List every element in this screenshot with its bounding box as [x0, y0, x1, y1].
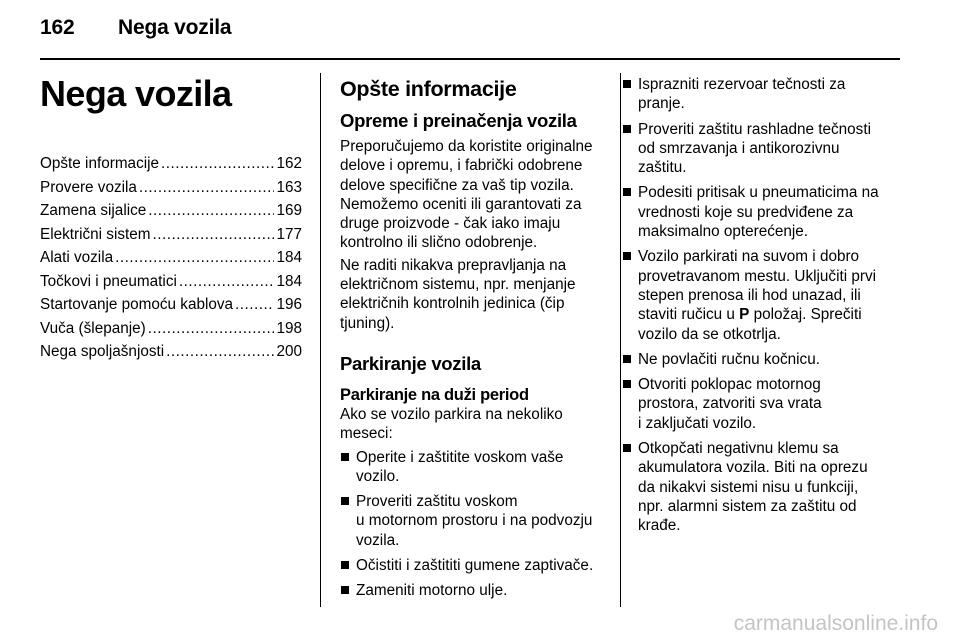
- bullet-item: [622, 120, 900, 178]
- toc-entry-page: 184: [276, 272, 302, 290]
- toc-entry: [40, 223, 302, 247]
- chapter-title: Nega vozila: [40, 73, 232, 114]
- toc-entry-label: Električni sistem: [40, 225, 151, 243]
- bullet-line: Otkopčati negativnu klemu sa: [638, 440, 839, 458]
- header-rule: [40, 58, 900, 60]
- bullet-line: zaštitu.: [638, 159, 687, 177]
- bullet-item: [340, 556, 602, 575]
- bullet-line: u motornom prostoru i na podvozju: [356, 512, 593, 530]
- bullet-item: [340, 581, 602, 600]
- bullet-line: pranje.: [638, 95, 685, 113]
- bullet-item: [622, 439, 900, 535]
- toc-entry-page: 177: [276, 225, 302, 243]
- bullet-item: [340, 492, 602, 550]
- column-divider-2: [620, 73, 621, 607]
- text-line: električnih kontrolnih jedinica (čip: [340, 295, 565, 313]
- bullet-line: prostora, zatvoriti sva vrata: [638, 395, 822, 413]
- header-section-title: Nega vozila: [118, 16, 232, 39]
- bullet-line: krađe.: [638, 517, 681, 535]
- toc-entry-page: 198: [276, 319, 302, 337]
- toc-entry-page: 200: [276, 343, 302, 360]
- bullet-item: [622, 183, 900, 241]
- section-heading-parking: Parkiranje vozila: [340, 352, 481, 374]
- bullet-line: Očistiti i zaštititi gumene zaptivače.: [356, 557, 594, 575]
- toc-entry-label: Nega spoljašnjosti: [40, 343, 165, 360]
- toc-leader-dots: [148, 199, 274, 223]
- text-line: Preporučujemo da koristite originalne: [340, 138, 593, 155]
- bullet-line: od smrzavanja i antikorozivnu: [638, 139, 840, 157]
- bullet-line: akumulatora vozila. Biti na oprezu: [638, 459, 868, 477]
- subheading-long-term-parking: Parkiranje na duži period: [340, 385, 529, 404]
- bullet-list-parking-steps: [340, 448, 602, 601]
- bullet-line: vozilo da se otkotrlja.: [638, 325, 781, 343]
- toc-entry: [40, 270, 302, 294]
- bullet-line: da nikakvi sistemi nisu u funkciji,: [638, 478, 859, 496]
- toc-entry: [40, 152, 302, 176]
- bullet-line: i zaključati vozilo.: [638, 414, 757, 432]
- toc-entry: [40, 317, 302, 341]
- toc-entry: [40, 246, 302, 270]
- text-line: delove specifične za vaš tip vozila.: [340, 176, 574, 194]
- text-line: tjuning).: [340, 314, 395, 332]
- toc-entry: [40, 199, 302, 223]
- bullet-line: Isprazniti rezervoar tečnosti za: [638, 76, 846, 93]
- toc-entry: [40, 340, 302, 364]
- subheading-equipment-modifications: Opreme i preinačenja vozila: [340, 110, 577, 131]
- toc-entry-label: Točkovi i pneumatici: [40, 272, 177, 290]
- toc-leader-dots: [153, 223, 275, 247]
- text-line: električnom sistemu, npr. menjanje: [340, 276, 576, 294]
- toc-entry-page: 163: [276, 178, 302, 196]
- toc-entry-label: Zamena sijalice: [40, 202, 147, 219]
- bullet-line: provetravanom mestu. Uključiti prvi: [638, 267, 877, 285]
- bullet-line: Ne povlačiti ručnu kočnicu.: [638, 350, 820, 368]
- toc-entry: [40, 293, 302, 317]
- bullet-item: [622, 375, 900, 433]
- bullet-line: Vozilo parkirati na suvom i dobro: [638, 248, 860, 266]
- toc-leader-dots: [235, 293, 274, 317]
- bullet-line-part: staviti ručicu u: [638, 306, 740, 324]
- toc-entry-label: Startovanje pomoću kablova: [40, 296, 234, 313]
- text-line: Ne raditi nikakva prepravljanja na: [340, 256, 567, 274]
- paragraph-parking-intro: [340, 405, 602, 444]
- watermark: carmanualsonline.info: [733, 612, 938, 635]
- toc-entry-page: 196: [276, 296, 302, 313]
- toc-entry: [40, 176, 302, 200]
- text-line: kontrolno ili slično odobrenje.: [340, 234, 538, 252]
- text-line: meseci:: [340, 425, 393, 443]
- column-divider-1: [320, 73, 321, 607]
- toc-leader-dots: [115, 246, 274, 270]
- toc-entry-label: Provere vozila: [40, 178, 137, 196]
- bullet-line: Proveriti zaštitu voskom: [356, 493, 518, 511]
- bullet-line: npr. alarmni sistem za zaštitu od: [638, 497, 857, 515]
- page-number: 162: [40, 16, 75, 39]
- bullet-line: vrednosti koje su predviđene za: [638, 203, 854, 221]
- toc-leader-dots: [179, 270, 275, 294]
- bullet-line: Operite i zaštitite voskom vaše: [356, 448, 564, 466]
- bullet-list-parking-steps-continued: [622, 75, 900, 536]
- bullet-line: Podesiti pritisak u pneumaticima na: [638, 184, 879, 202]
- toc-leader-dots: [161, 152, 274, 176]
- toc-entry-label: Opšte informacije: [40, 155, 160, 172]
- text-line: delove i opremu, i fabrički odobrene: [340, 157, 583, 175]
- section-heading-general-info: Opšte informacije: [340, 77, 517, 101]
- column-parking-continued: [622, 72, 900, 542]
- gear-position-p: P: [739, 306, 750, 324]
- bullet-item: [622, 75, 900, 114]
- column-chapter-toc: [40, 72, 302, 364]
- toc-leader-dots: [148, 317, 275, 341]
- bullet-line: Otvoriti poklopac motornog: [638, 376, 821, 394]
- toc-entry-page: 184: [276, 249, 302, 266]
- toc-leader-dots: [139, 176, 275, 200]
- text-line: Nemožemo oceniti ili garantovati za: [340, 195, 582, 213]
- bullet-line: stepen prenosa ili hod unazad, ili: [638, 286, 861, 304]
- toc-leader-dots: [166, 340, 274, 364]
- toc-entry-label: Vuča (šlepanje): [40, 319, 146, 337]
- bullet-item: [622, 350, 900, 369]
- toc-entry-label: Alati vozila: [40, 249, 114, 266]
- paragraph-original-parts: [340, 137, 602, 253]
- toc-entry-page: 162: [276, 155, 302, 172]
- toc-entry-page: 169: [276, 202, 302, 219]
- bullet-line: Zameniti motorno ulje.: [356, 582, 508, 600]
- bullet-line: maksimalno opterećenje.: [638, 223, 809, 241]
- bullet-item: [340, 448, 602, 487]
- column-general-info: [340, 72, 602, 607]
- text-line: Ako se vozilo parkira na nekoliko: [340, 405, 563, 423]
- bullet-line: vozila.: [356, 531, 400, 549]
- table-of-contents: [40, 152, 302, 364]
- bullet-line: Proveriti zaštitu rashladne tečnosti: [638, 120, 871, 138]
- bullet-line: vozilo.: [356, 467, 400, 485]
- text-line: druge proizvode - čak iako imaju: [340, 215, 561, 233]
- bullet-line-part: položaj. Sprečiti: [749, 306, 862, 324]
- bullet-item: [622, 247, 900, 343]
- paragraph-electrical-modifications: [340, 256, 602, 333]
